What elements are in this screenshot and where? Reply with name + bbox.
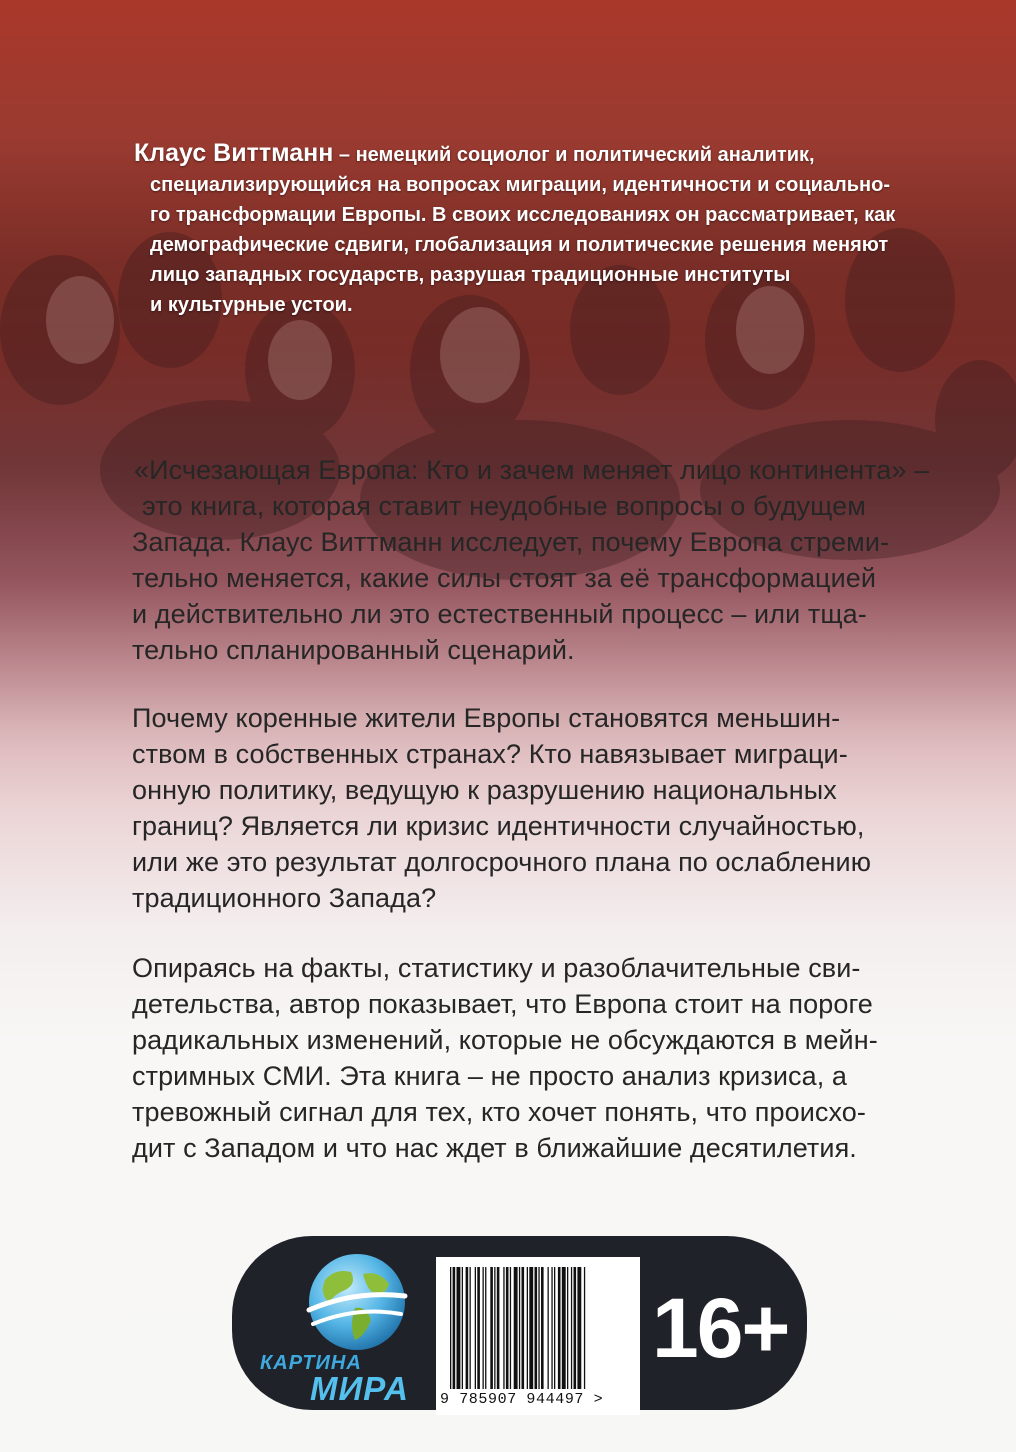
barcode-bar	[519, 1267, 520, 1389]
isbn-number: 9 785907 944497 >	[440, 1391, 604, 1408]
barcode-bar	[541, 1267, 544, 1389]
paragraph-line: детельства, автор показывает, что Европа стоит на пороге	[132, 989, 873, 1019]
bio-line-1: Клаус Виттманн – немецкий социолог и политический аналитик,	[134, 139, 815, 167]
paragraph-line: традиционного Запада?	[132, 883, 437, 913]
barcode-bar	[577, 1267, 581, 1389]
bio-line-6: и культурные устои.	[150, 294, 353, 316]
barcode-bar	[477, 1267, 480, 1389]
publisher-logo-line1: КАРТИНА	[260, 1352, 362, 1374]
barcode-bar	[457, 1267, 461, 1389]
barcode-bar	[462, 1267, 463, 1389]
barcode-bar	[503, 1267, 504, 1389]
barcode-bar	[554, 1267, 555, 1389]
paragraph-line: границ? Является ли кризис идентичности случайностью,	[132, 811, 865, 841]
bio-line-4: демографические сдвиги, глобализация и политические решения меняют	[150, 234, 889, 256]
paragraph-line: ством в собственных странах? Кто навязывает миграци-	[132, 739, 848, 769]
bio-line-3: го трансформации Европы. В своих исследованиях он рассматривает, как	[150, 204, 896, 226]
bio-line-2: специализирующийся на вопросах миграции, идентичности и социально-	[150, 174, 890, 196]
barcode-bar	[506, 1267, 509, 1389]
barcode-bar	[494, 1267, 495, 1389]
barcode-bar	[551, 1267, 552, 1389]
bio-line-5: лицо западных государств, разрушая традиционные институты	[150, 264, 791, 286]
paragraph-line: «Исчезающая Европа: Кто и зачем меняет лицо континента» –	[134, 455, 930, 485]
description-paragraph-1	[132, 452, 930, 668]
barcode-bar	[510, 1267, 511, 1389]
paragraph-line: дит с Западом и что нас ждет в ближайшие десятилетия.	[132, 1133, 857, 1163]
barcode-bar	[475, 1267, 476, 1389]
paragraph-line: тревожный сигнал для тех, кто хочет понять, что происхо-	[132, 1097, 867, 1127]
paragraph-line: Почему коренные жители Европы становятся меньшин-	[132, 703, 841, 733]
barcode-bar	[574, 1267, 577, 1389]
paragraph-line: или же это результат долгосрочного плана по ослаблению	[132, 847, 872, 877]
paragraph-line: радикальных изменений, которые не обсуждаются в мейн-	[132, 1025, 878, 1055]
paragraph-line: и действительно ли это естественный процесс – или тща-	[132, 599, 867, 629]
paragraph-line: Запада. Клаус Виттманн исследует, почему Европа стреми-	[132, 527, 890, 557]
description-paragraph-2	[132, 700, 922, 916]
paragraph-line: тельно спланированный сценарий.	[132, 635, 575, 665]
barcode-bar	[490, 1267, 493, 1389]
paragraph-line: Опираясь на факты, статистику и разоблачительные сви-	[132, 953, 861, 983]
barcode-bar	[571, 1267, 572, 1389]
barcode-bar	[483, 1267, 484, 1389]
paragraph-line: онную политику, ведущую к разрушению национальных	[132, 775, 837, 805]
barcode-bar	[522, 1267, 525, 1389]
barcode-bar	[584, 1267, 585, 1389]
barcode-bar	[558, 1267, 561, 1389]
author-bio	[120, 138, 920, 320]
description-paragraph-3	[132, 950, 922, 1166]
paragraph-line: тельно меняется, какие силы стоят за её трансформацией	[132, 563, 877, 593]
barcode-bar	[538, 1267, 539, 1389]
barcode-bar	[548, 1267, 549, 1389]
barcode-bar	[497, 1267, 500, 1389]
barcode-bar	[514, 1267, 518, 1389]
age-rating-badge: 16+	[652, 1281, 789, 1375]
barcode-bar	[562, 1267, 566, 1389]
barcode-bar	[466, 1267, 469, 1389]
barcode-bar	[527, 1267, 528, 1389]
barcode-bar	[485, 1267, 486, 1389]
author-name: Клаус Виттманн	[134, 139, 334, 167]
globe-icon	[305, 1250, 409, 1360]
barcode-bar	[529, 1267, 533, 1389]
barcode-bar	[470, 1267, 471, 1389]
barcode-bar	[567, 1267, 568, 1389]
barcode-bar	[453, 1267, 456, 1389]
publisher-logo-line2: МИРА	[310, 1370, 409, 1407]
barcode-bar	[450, 1267, 451, 1389]
paragraph-line: это книга, которая ставит неудобные вопросы о будущем	[142, 491, 866, 521]
barcode-bar	[535, 1267, 538, 1389]
paragraph-line: стримных СМИ. Эта книга – не просто анализ кризиса, а	[132, 1061, 848, 1091]
